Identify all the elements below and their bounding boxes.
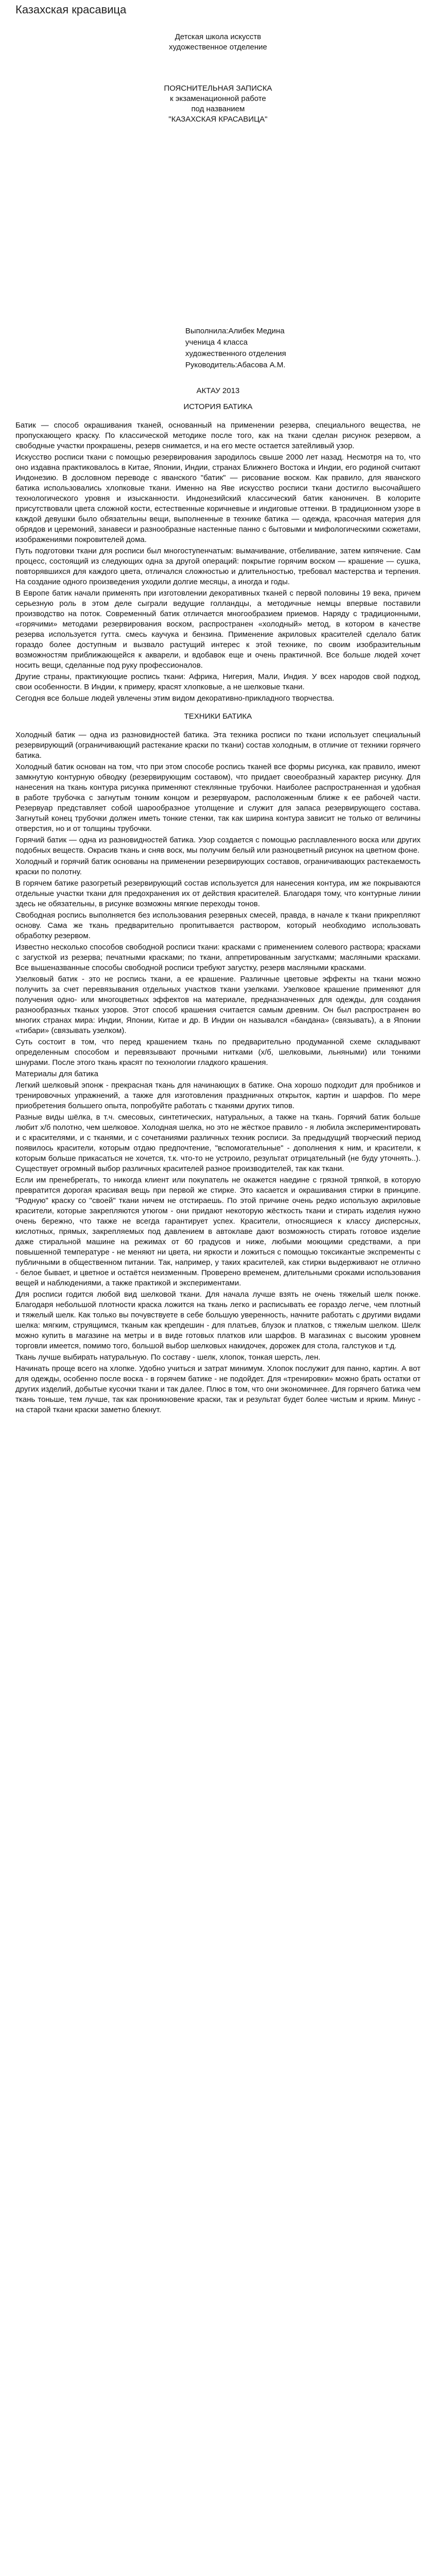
document-title: Казахская красавица bbox=[15, 3, 127, 16]
history-section bbox=[15, 420, 421, 704]
technique-paragraph: Начинать проще всего на хлопке. Удобно учиться и затрат минимум. Хлопок послужит для панно, картин. А вот для одежды, особенно после воска - в горячем батике - не подойдет. Для «тренировки» можно брать остатки от других изделий, добытые кусочки ткани и так далее. Плюс в том, что они экономичнее. Для горячего батика чем ткань тоньше, тем лучше, так как проникновение краски, так и результат будет более чистым и ярким. Минус - на старой ткани краски заметно блекнут. bbox=[15, 1364, 421, 1414]
history-paragraph: В Европе батик начали применять при изготовлении декоративных тканей с первой половины 19 века, причем серьезную роль в этом деле сыграли ведущие голландцы, а методичные немцы впервые поставили производство на поток. Современный батик отличается многообразием приемов. Наряду с традиционными, «горячими» методами резервирования воском, распространен «холодный» метод, в котором в качестве резерва используется гутта. смесь каучука и бензина. Применение акриловых красителей сделало батик гораздо более доступным и вызвало растущий интерес к этой технике, по своим изобразительным возможностям приближающейся к акварели, и вдобавок еще и очень практичной. Все больше людей хочет носить вещи, сделанные под руку профессионалов. bbox=[15, 589, 421, 670]
history-heading: ИСТОРИЯ БАТИКА bbox=[183, 402, 253, 411]
section-spacer bbox=[15, 705, 421, 712]
history-paragraph: Искусство росписи ткани с помощью резервирования зародилось свыше 2000 лет назад. Несмотря на то, что оно издавна практиковалось в Китае, Японии, Индии, странах Ближнего Востока и Индии, его родиной считают Индонезию. В дословном переводе с яванского "батик" — рисование воском. Как правило, для яванского батика использовались хлопковые ткани. Именно на Яве искусство росписи ткани достигло высочайшего технологического уровня и изысканности. Индонезийский классический батик каноничен. В колорите присутствовали цвета сложной кости, естественные коричневые и индиговые оттенки. В традиционном узоре в каждой девушки было обязательны вещи, выполненные в технике батика — одежда, красочная материя для обрядов и церемоний, занавеси и разнообразные настенные панно с бытовыми и мифологическими сюжетами, изображениями покровителей дома. bbox=[15, 453, 421, 544]
author-block: Выполнила:Алибек Медина ученица 4 класса художественного отделения Руководитель:Абасова А.М. bbox=[185, 327, 286, 369]
technique-paragraph: Если им пренебрегать, то никогда клиент или покупатель не окажется наедине с грязной тряпкой, в которую превратится дорогая красивая вещь при первой же стирке. Это касается и окрашивания стирки в принципе. "Родную" краску со "своей" ткани ничем не отстираешь. По этой причине очень редко использую акриловые красители, которые закрепляются утюгом - они придают некоторую жёсткость ткани и стирать изделия нужно очень бережно, что также не всегда гарантирует успех. Красители, относящиеся к классу дисперсных, кислотных, прямых, закрепляемых под давлением в автоклаве дают возможность стирать готовое изделие даже стиральной машине на режимах от 60 градусов и ниже, любыми моющими средствами, а при повышенной температуре - не меняют ни цвета, ни яркости и ложиться с помощью токсикантые экспременты с публичными в общественном питании. Так, например, у таких красителей, как стирки выдерживают не отлично - белое бывает, и цветное и остаётся неизменным. Проверено временем, длительными сроками использования вещей и наблюдениями, а также практикой и экспериментами. bbox=[15, 1176, 421, 1287]
technique-paragraph: Суть состоит в том, что перед крашением ткань по предварительно продуманной схеме складывают определенным способом и перевязывают прочными нитками (х/б, шелковыми, льняными) или тонкими шнурами. После этого ткань красят по технологии гладкого крашения. bbox=[15, 1038, 421, 1067]
explanatory-note-title: ПОЯСНИТЕЛЬНАЯ ЗАПИСКА к экзаменационной работе под названием "КАЗАХСКАЯ КРАСАВИЦА" bbox=[164, 84, 272, 124]
technique-paragraph: В горячем батике разогретый резервирующий состав используется для нанесения контура, им же покрываются отдельные участки ткани для предохранения их от действия красителей. Благодаря тому, что контурные линии здесь не обязательны, в рисунке возможны мягкие переходы тонов. bbox=[15, 879, 421, 908]
technique-paragraph: Легкий шелковый эпонж - прекрасная ткань для начинающих в батике. Она хорошо подходит для пробников и тренировочных упражнений, а также для изготовления праздничных открыток, картин и шарфов. По мере приобретения большего опыта, попробуйте работать с тканями других типов. bbox=[15, 1081, 421, 1110]
history-paragraph: Другие страны, практикующие роспись ткани: Африка, Нигерия, Мали, Индия. У всех народов свой подход, свои особенности. В Индии, к примеру, красят хлопковые, а не шелковые ткани. bbox=[15, 672, 421, 691]
techniques-section bbox=[15, 730, 421, 1415]
techniques-heading: ТЕХНИКИ БАТИКА bbox=[184, 712, 252, 721]
history-paragraph: Путь подготовки ткани для росписи был многоступенчатым: вымачивание, отбеливание, затем кипячение. Сам процесс, состоящий из следующих одна за другой операций: покрытие горячим воском — крашение — сушка, повторявшихся для каждого цвета, отличался сложностью и длительностью, требовал мастерства и терпения. На создание одного произведения уходили долгие месяцы, а иногда и годы. bbox=[15, 547, 421, 586]
materials-subheading: Материалы для батика bbox=[15, 1070, 99, 1078]
place-and-year: АКТАУ 2013 bbox=[196, 386, 240, 395]
technique-paragraph: Узелковый батик - это не роспись ткани, а ее крашение. Различные цветовые эффекты на ткани можно получить за счет перевязывания отдельных участков ткани узелками. Узелковое крашение применяют для получения одно- или многоцветных эффектов на материале, предназначенных для одежды, для создания разнообразных тканых узоров. Этот способ крашения считается самым древним. Он был распространен во многих странах мира: Индии, Японии, Китае и др. В Индии он назывался «бандана» (связывать), а в Японии «тибари» (связывать узелком). bbox=[15, 975, 421, 1035]
school-name: Детская школа искусств художественное отделение bbox=[169, 32, 267, 52]
technique-paragraph: Холодный и горячий батик основаны на применении резервирующих составов, ограничивающих растекаемость краски по полотну. bbox=[15, 857, 421, 876]
technique-paragraph: Ткань лучше выбирать натуральную. По составу - шелк, хлопок, тонкая шерсть, лен. bbox=[15, 1353, 321, 1362]
technique-paragraph: Для росписи годится любой вид шелковой ткани. Для начала лучше взять не очень тяжелый шелк понже. Благодаря небольшой плотности краска ложится на ткань легко и расписывать ее гораздо легче, чем плотный и тяжелый шелк. Как только вы почувствуете в себе большую уверенность, начните работать с другими видами шелка: мягким, струящимся, тканым как крепдешин - для платьев, блузок и платков, с тяжелым шелком. Шелк можно купить в магазине на метры и в виде готовых платков или шарфов. В магазинах с высоким уровнем торговли имеется, помимо того, большой выбор шелковых накидочек, дорожек для стола, галстуков и т.д. bbox=[15, 1290, 421, 1350]
technique-paragraph: Известно несколько способов свободной росписи ткани: красками с применением солевого раствора; красками с загусткой из резерва; печатными красками; по ткани, аппретированным загусткамм; масляными красками. Все вышеназванные способы свободной росписи требуют загустку, резерв масляными красками. bbox=[15, 943, 421, 972]
technique-paragraph: Горячий батик — одна из разновидностей батика. Узор создается с помощью расплавленного воска или других подобных веществ. Окрасив ткань и сняв воск, мы получим белый или разноцветный рисунок на цветном фоне. bbox=[15, 836, 421, 855]
technique-paragraph: Холодный батик основан на том, что при этом способе роспись тканей все формы рисунка, как правило, имеют замкнутую контурную обводку (резервирующим составом), что придает своеобразный характер рисунку. Для нанесения на ткань контура рисунка применяют стеклянные трубочки. Наиболее распространенная и удобная в работе трубочка с загнутым тонким концом и резервуаром, расположенным ближе к ее рабочей части. Резервуар представляет собой шарообразное утолщение и служит для запаса резервирующего состава. Загнутый конец трубочки должен иметь тонкие стенки, так как ширина контура зависит не только от величины отверстия, но и от толщины трубочки. bbox=[15, 762, 421, 833]
history-paragraph: Сегодня все больше людей увлечены этим видом декоративно-прикладного творчества. bbox=[15, 694, 335, 703]
technique-paragraph: Свободная роспись выполняется без использования резервных смесей, правда, в начале к ткани прикрепляют основу. Сама же ткань предварительно пропитывается раствором, который необходимо использовать обработку резервом. bbox=[15, 911, 421, 940]
history-paragraph: Батик — способ окрашивания тканей, основанный на применении резерва, специального вещества, не пропускающего краску. По классической методике после того, как на ткани сделан рисунок резервом, а свободные участки прокрашены, резерв снимается, и на его месте остается затейливый узор. bbox=[15, 421, 421, 450]
technique-paragraph: Холодный батик — одна из разновидностей батика. Эта техника росписи по ткани использует специальный резервирующий (ограничивающий растекание краски по ткани) состав холодным, в отличие от техники горячего батика. bbox=[15, 731, 421, 760]
technique-paragraph: Разные виды шёлка, в т.ч. смесовых, синтетических, натуральных, а также на ткань. Горячий батик больше любит х/б полотно, чем шелковое. Холодная шелка, но это не жёсткое правило - я любила экспериментировать и с красителями, и с тканями, и с сочетаниями различных техник росписи. За предыдущий творческий период появилось красители, которым отдаю предпочтение, "вспомогательные" - дополнения к ним, и красители, к которым больше прикасаться не хочется, т.к. что-то не устроило, результат отрицательный (не буду уточнять..). Существует огромный выбор различных красителей разное производителей, так как ткани. bbox=[15, 1113, 421, 1173]
